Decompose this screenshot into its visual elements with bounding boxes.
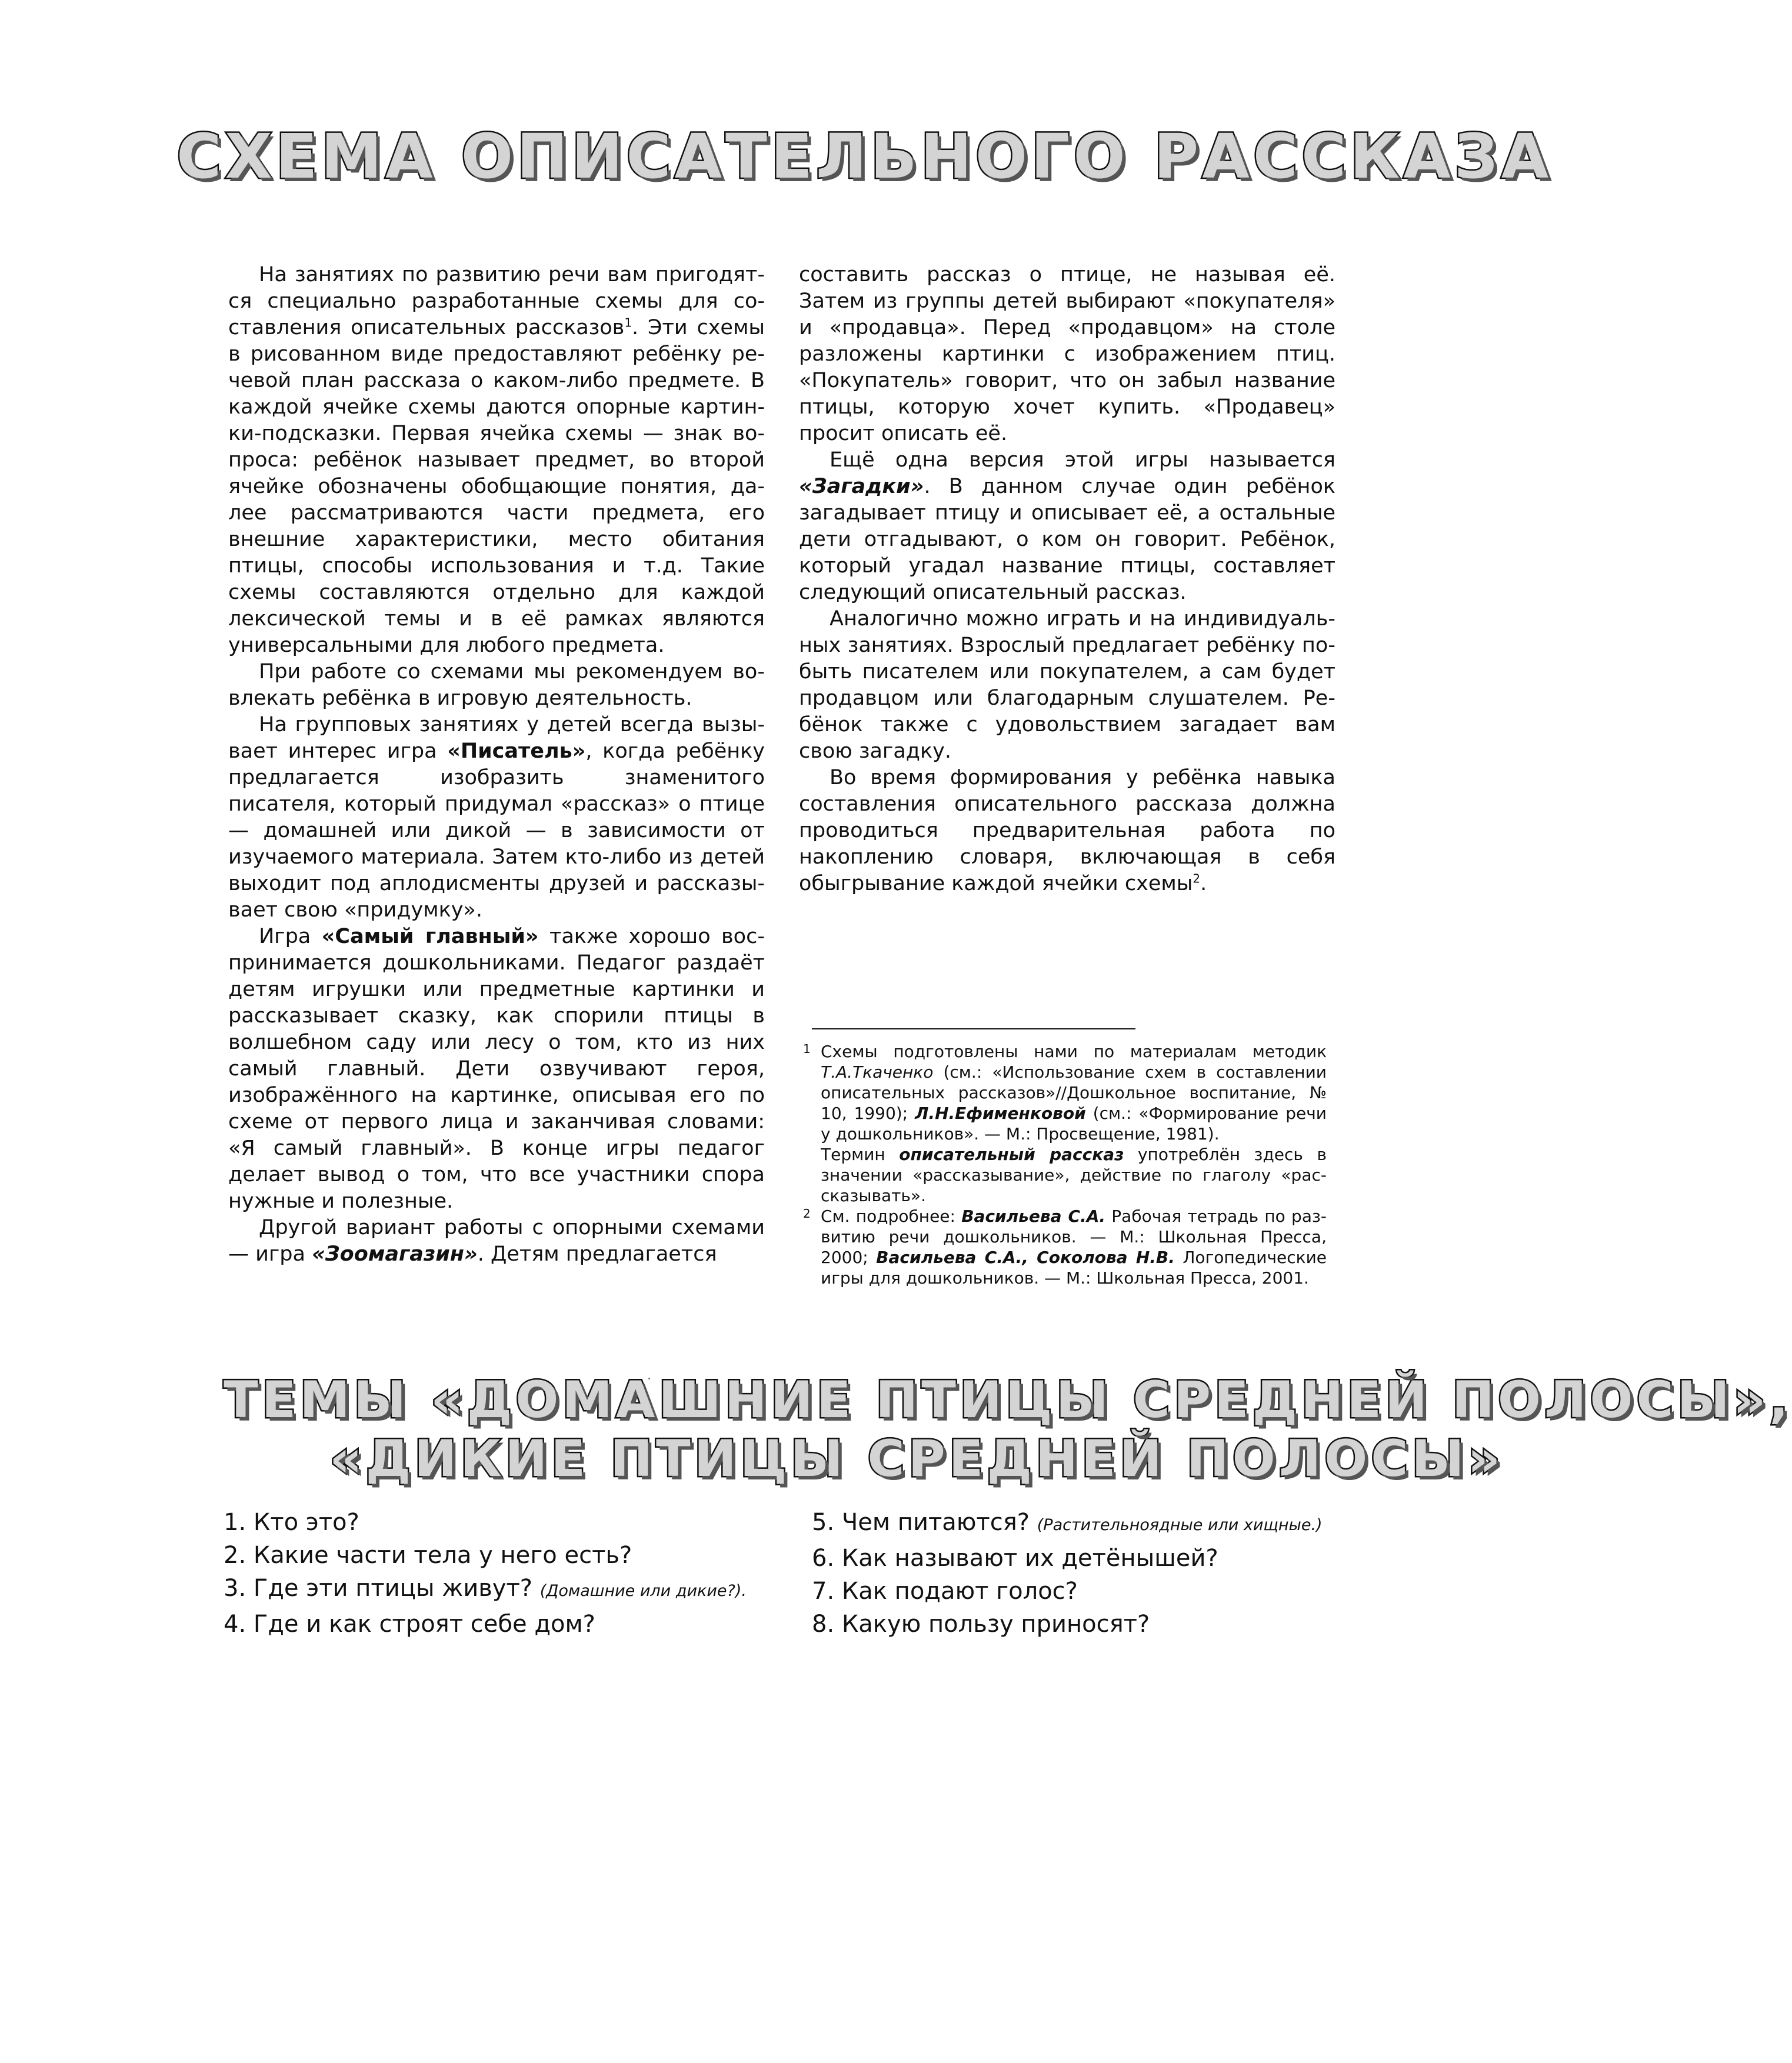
text: . В данном случае один ребёнок загадывает птицу и описывает её, а остальные дети отгадывают, о ком он говорит. Ребёнок, который угадал название птицы, составляет следующий описательный рассказ. <box>799 475 1335 604</box>
text: На групповых занятиях у детей всегда вызывает интерес игра <box>228 713 765 763</box>
game-name: «Загадки» <box>799 475 924 498</box>
text: . Эти схемы в рисованном виде предоставляют ребёнку речевой план рассказа о каком-либо предмете. В каждой ячейке схемы даются опорные картинки-подсказки. Первая ячейка схемы — знак вопроса: ребёнок называет предмет, во второй ячейке обозначены обобщающие понятия, далее рассматриваются части предмета, его внешние характеристики, место обитания птицы, способы использования и т.д. Такие схемы составляются отдельно для каждой лексической темы и в её рамках являются универсальными для любого предмета. <box>228 316 765 657</box>
author: Л.Н.Ефименковой <box>915 1104 1086 1123</box>
footnote-number: 2 <box>803 1207 811 1221</box>
text: Схемы подготовлены нами по материалам методик <box>821 1042 1327 1061</box>
footnote-number: 1 <box>803 1042 811 1056</box>
footnotes <box>803 1041 1327 1288</box>
author: Васильева С.А., Соколова Н.В. <box>876 1248 1175 1267</box>
text: 3. Где эти птицы живут? <box>224 1575 532 1602</box>
question-note: (Растительноядные или хищные.) <box>1037 1516 1323 1534</box>
question-1: 1. Кто это? <box>224 1509 359 1536</box>
question-5 <box>812 1506 1377 1542</box>
footnote-divider <box>812 1028 1135 1029</box>
game-name: «Писатель» <box>447 739 586 763</box>
question-note: (Домашние или дикие?). <box>539 1582 747 1600</box>
text: также хорошо воспринимается дошкольниками. Педагог раздаёт детям игрушки или предметные картинки и рассказывает сказку, как спорили птицы в волшебном саду или лесу о том, кто из них самый главный. Дети озвучивают героя, изображённого на картинке, описывая его по схеме от первого лица и заканчивая словами: «Я самый главный». В конце игры педагог делает вывод о том, что все участники спора нужные и полезные. <box>228 925 765 1213</box>
questions-left <box>224 1506 753 1641</box>
question-7: 7. Как подают голос? <box>812 1578 1078 1605</box>
left-column <box>228 262 765 1268</box>
text: (см.: «Формирование речи у дошкольников». — М.: Просвещение, 1981). <box>821 1104 1327 1144</box>
question-6: 6. Как называют их детёнышей? <box>812 1545 1218 1572</box>
footnote-ref: 1 <box>624 315 632 330</box>
text: , когда ребёнку предлагается изобразить знаменитого писателя, который придумал «рассказ» о птице — домашней или дикой — в зависимости от изучаемого материала. Затем кто-либо из детей выходит под аплодисменты друзей и рассказывает свою «придумку». <box>228 739 765 922</box>
paragraph <box>228 262 765 659</box>
author: Васильева С.А. <box>961 1207 1106 1226</box>
paragraph: составить рассказ о птице, не называя её. Затем из группы детей выбирают «покупателя» и «продавца». Перед «продавцом» на столе разложены картинки с изображением птиц. «Покупатель» говорит, что он забыл название птицы, которую хочет купить. «Продавец» просит описать её. <box>799 263 1335 445</box>
question-8: 8. Какую пользу приносят? <box>812 1611 1150 1638</box>
page-title: СХЕМА ОПИСАТЕЛЬНОГО РАССКАЗА <box>176 121 1553 192</box>
text: (см.: «Использование схем в составлении описательных рассказов»//Дошкольное воспитание, № 10, 1990); <box>821 1062 1327 1123</box>
text: Другой вариант работы с опорными схемами — игра <box>228 1216 765 1266</box>
paragraph <box>799 765 1335 897</box>
footnote-2 <box>803 1206 1327 1288</box>
text: Логопедические игры для дошкольников. — М.: Школьная Пресса, 2001. <box>821 1248 1327 1288</box>
text: . Детям предлагается <box>477 1242 717 1266</box>
paragraph <box>799 447 1335 606</box>
paragraph <box>228 1215 765 1268</box>
question-4: 4. Где и как строят себе дом? <box>224 1611 595 1638</box>
text: Термин <box>821 1145 900 1164</box>
text: Ещё одна версия этой игры называется <box>830 448 1335 472</box>
question-2: 2. Какие части тела у него есть? <box>224 1542 632 1569</box>
questions-right <box>812 1506 1377 1641</box>
right-column <box>799 262 1335 897</box>
paragraph: При работе со схемами мы рекомендуем вовлекать ребёнка в игровую деятельность. <box>228 660 765 710</box>
text: Игра <box>259 925 322 948</box>
text: 5. Чем питаются? <box>812 1509 1030 1536</box>
section-title-line-2: «ДИКИЕ ПТИЦЫ СРЕДНЕЙ ПОЛОСЫ» <box>329 1429 1504 1488</box>
paragraph: Аналогично можно играть и на индивидуальных занятиях. Взрослый предлагает ребёнку побыть писателем или покупателем, а сам будет продавцом или благодарным слушателем. Ребёнок также с удовольствием загадает вам свою загадку. <box>799 607 1335 763</box>
paragraph <box>228 924 765 1215</box>
paragraph <box>228 712 765 924</box>
section-title-line-1: ТЕМЫ «ДОМАШНИЕ ПТИЦЫ СРЕДНЕЙ ПОЛОСЫ», <box>224 1371 1792 1429</box>
text: употреблён здесь в значении «рассказывание», действие по глаголу «рассказывать». <box>821 1145 1327 1205</box>
text: Рабочая тетрадь по развитию речи дошкольников. — М.: Школьная Пресса, 2000; <box>821 1207 1327 1267</box>
game-name: «Самый главный» <box>321 925 539 948</box>
text: На занятиях по развитию речи вам пригодятся специально разработанные схемы для составления описательных рассказов <box>228 263 765 339</box>
footnote-1 <box>803 1041 1327 1144</box>
text: Во время формирования у ребёнка навыка составления описательного рассказа должна проводиться предварительная работа по накоплению словаря, включающая в себя обыгрывание каждой ячейки схемы <box>799 766 1335 895</box>
game-name: «Зоомагазин» <box>312 1242 478 1266</box>
text: См. подробнее: <box>821 1207 962 1226</box>
question-3 <box>224 1572 753 1608</box>
term: описательный рассказ <box>899 1145 1124 1164</box>
footnote-1-note <box>803 1144 1327 1206</box>
footnote-ref: 2 <box>1193 871 1201 886</box>
text: . <box>1200 872 1207 895</box>
author: Т.А.Ткаченко <box>821 1062 934 1082</box>
